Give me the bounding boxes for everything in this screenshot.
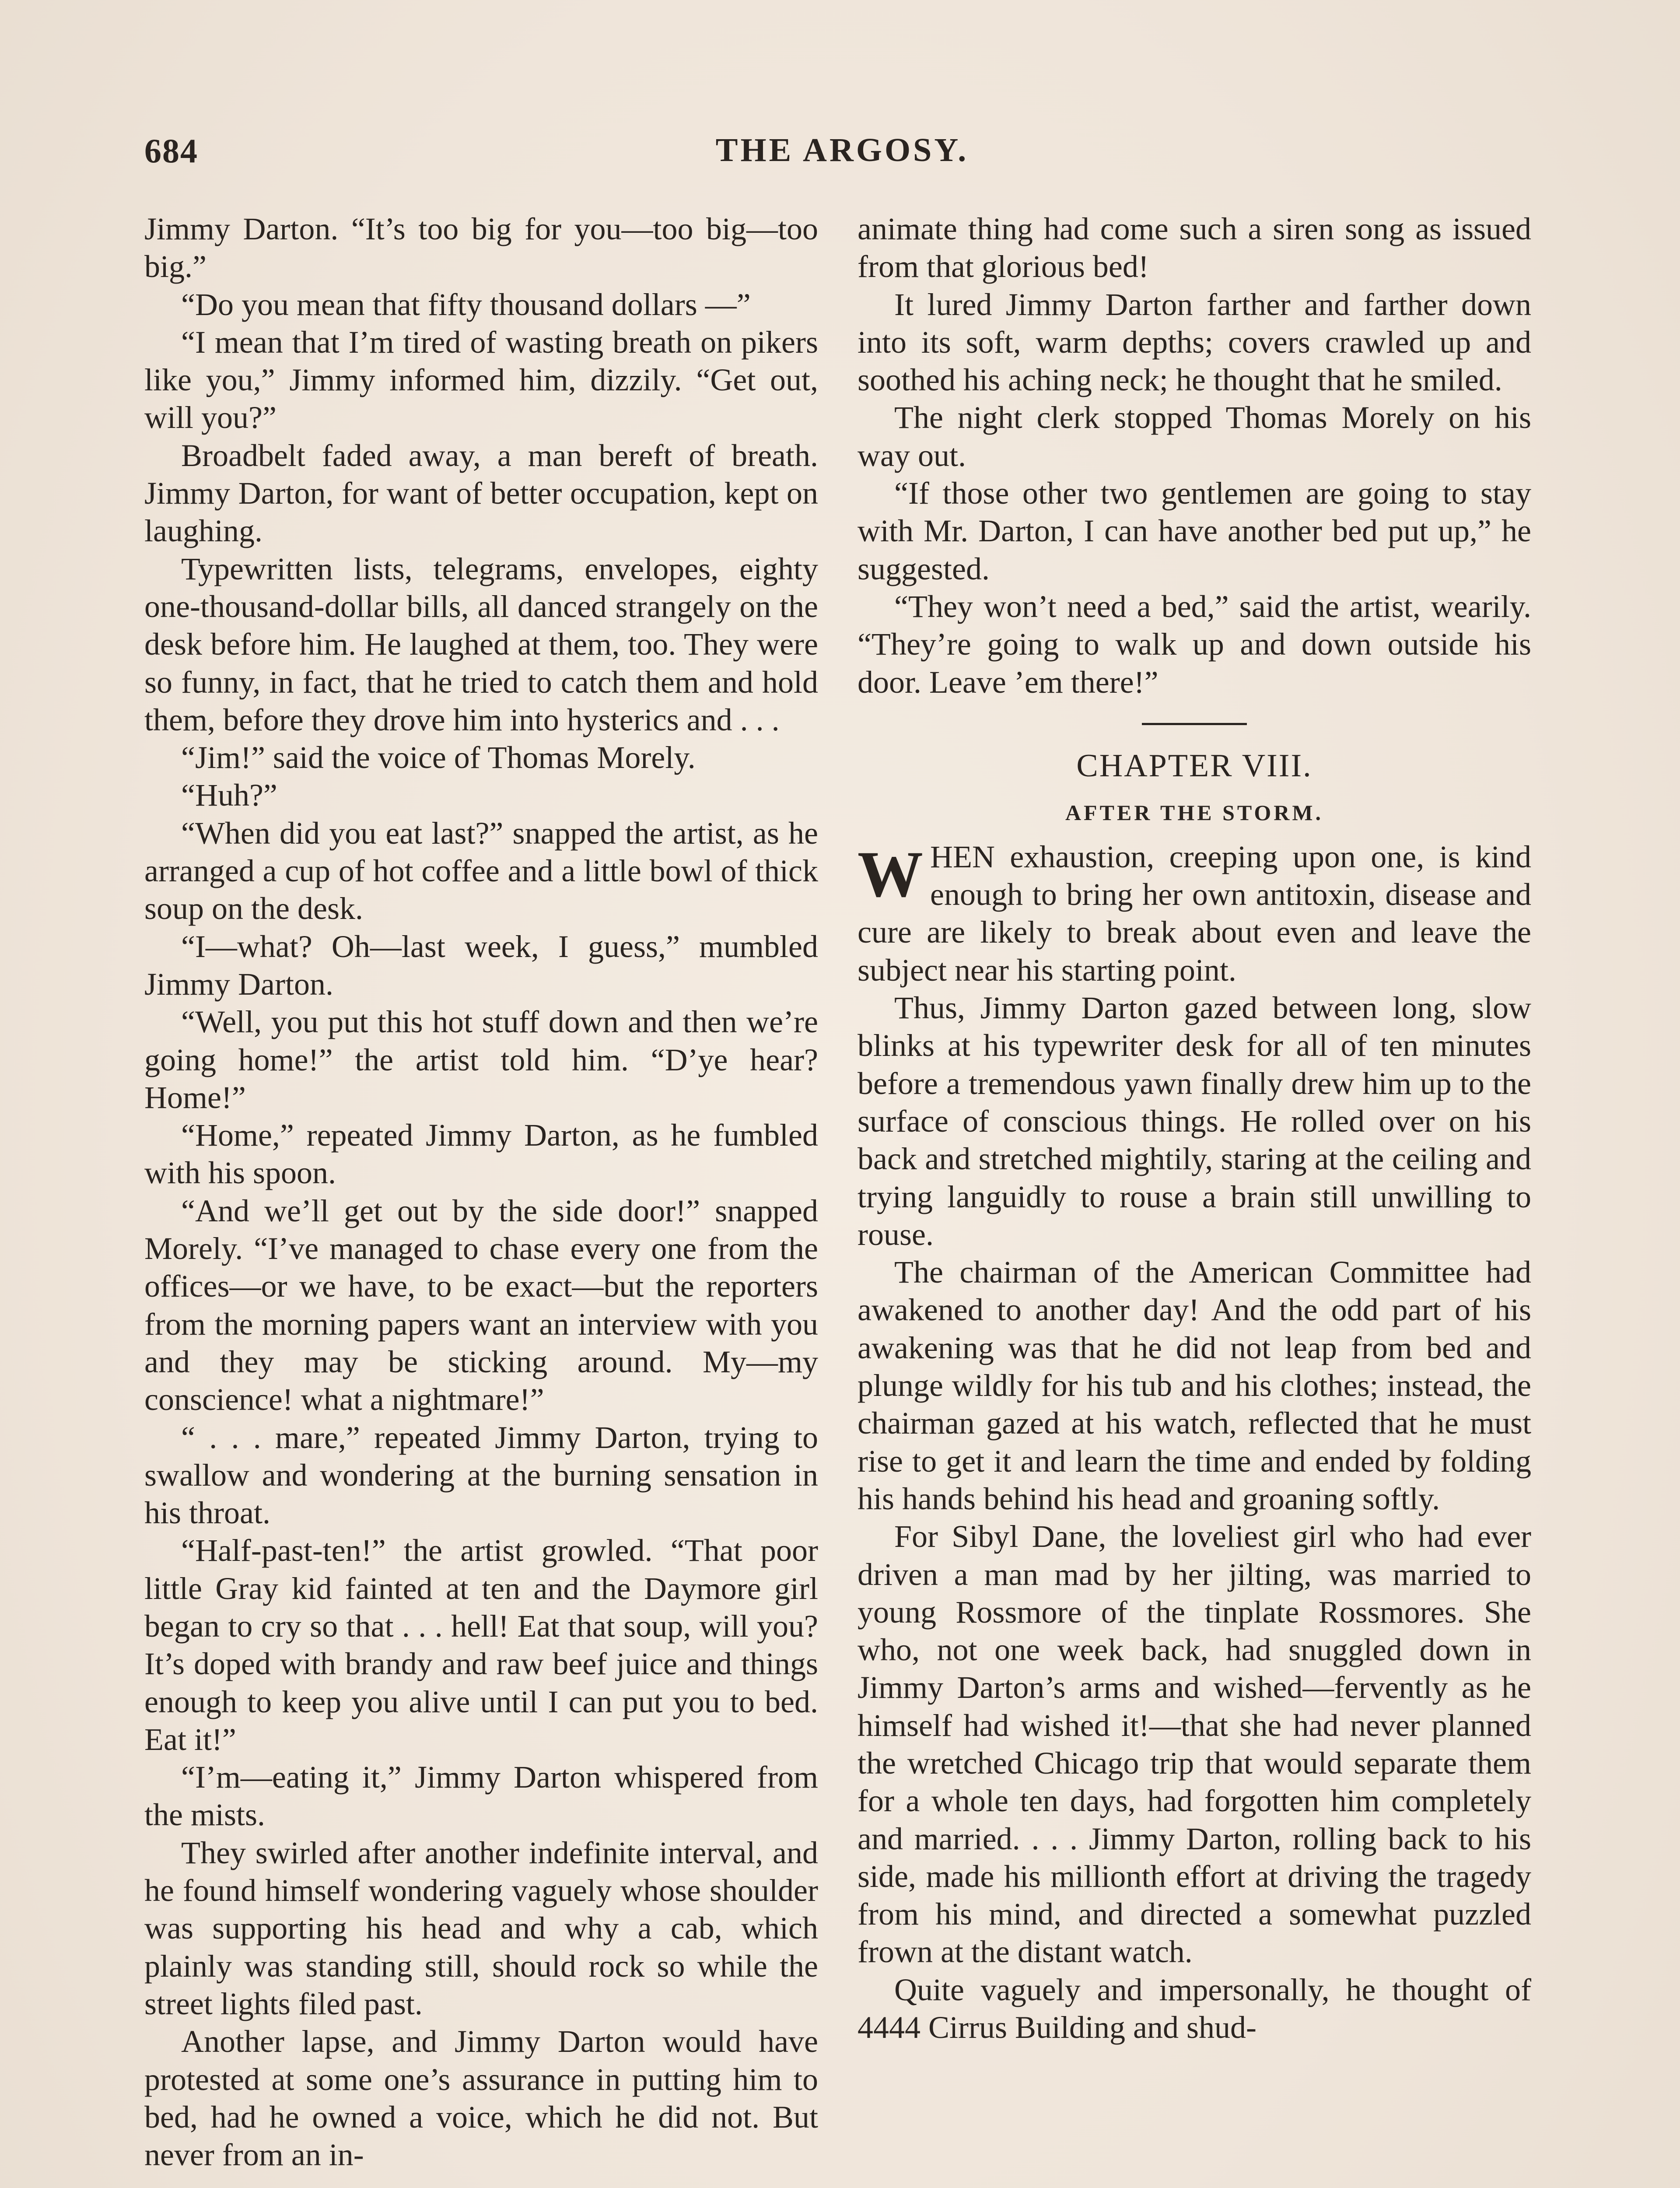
paragraph: “And we’ll get out by the side door!” snapped Morely. “I’ve managed to chase every one from the offices—or we have, to be exact—but the reporters from the morning papers want an interview with you and they may be sticking around. My—my conscience! what a nightmare!” (144, 1193, 818, 1417)
paragraph: animate thing had come such a siren song as issued from that glorious bed! (858, 211, 1531, 284)
opening-text: HEN exhaustion, creeping upon one, is kind enough to bring her own antitoxin, disease and cure are likely to break about even and leave the subject near his starting point. (858, 839, 1531, 988)
section-divider (1142, 723, 1247, 725)
paragraph: They swirled after another indefinite interval, and he found himself wondering vaguely whose shoulder was supporting his head and why a cab, which plainly was standing still, should rock so while the street lights filed past. (144, 1835, 818, 2021)
paragraph: “Jim!” said the voice of Thomas Morely. (181, 740, 696, 775)
paragraph: “They won’t need a bed,” said the artist, wearily. “They’re going to walk up and down outside his door. Leave ’em there!” (858, 589, 1531, 700)
drop-cap: W (858, 838, 923, 911)
right-column (858, 210, 1531, 2046)
page-number: 684 (144, 132, 198, 170)
paragraph: “If those other two gentlemen are going to stay with Mr. Darton, I can have another bed put up,” he suggested. (858, 476, 1531, 586)
paragraph: “When did you eat last?” snapped the artist, as he arranged a cup of hot coffee and a little bowl of thick soup on the desk. (144, 815, 818, 926)
paragraph: “Well, you put this hot stuff down and then we’re going home!” the artist told him. “D’ye hear? Home!” (144, 1004, 818, 1115)
paragraph: Thus, Jimmy Darton gazed between long, slow blinks at his typewriter desk for all of ten minutes before a tremendous yawn finally drew him up to the surface of conscious things. He rolled over on his back and stretched mightily, staring at the ceiling and trying languidly to rouse a brain still unwilling to rouse. (858, 990, 1531, 1252)
paragraph: It lured Jimmy Darton farther and farther down into its soft, warm depths; covers crawled up and soothed his aching neck; he thought that he smiled. (858, 287, 1531, 398)
paragraph: For Sibyl Dane, the loveliest girl who had ever driven a man mad by her jilting, was married to young Rossmore of the tinplate Rossmores. She who, not one week back, had snuggled down in Jimmy Darton’s arms and wished—fervently as he himself had wished it!—that she had never planned the wretched Chicago trip that would separate them for a whole ten days, had forgotten him completely and married. . . . Jimmy Darton, rolling back to his side, made his millionth effort at driving the tragedy from his mind, and directed a somewhat puzzled frown at the distant watch. (858, 1519, 1531, 1970)
paragraph: The chairman of the American Committee had awakened to another day! And the odd part of his awakening was that he did not leap from bed and plunge wildly for his tub and his clothes; instead, the chairman gazed at his watch, reflected that he must rise to get it and learn the time and ended by folding his hands behind his head and groaning softly. (858, 1255, 1531, 1516)
page-header (144, 131, 1540, 179)
running-title: THE ARGOSY. (715, 132, 969, 168)
paragraph: “Home,” repeated Jimmy Darton, as he fumbled with his spoon. (144, 1118, 818, 1191)
paragraph: Typewritten lists, telegrams, envelopes, eighty one-thousand-dollar bills, all danced strangely on the desk before him. He laughed at them, too. They were so funny, in fact, that he tried to catch them and hold them, before they drove him into hysterics and . . . (144, 551, 818, 737)
paragraph: “I’m—eating it,” Jimmy Darton whispered from the mists. (144, 1760, 818, 1833)
paragraph: “Half-past-ten!” the artist growled. “That poor little Gray kid fainted at ten and the Daymore girl began to cry so that . . . hell! Eat that soup, will you? It’s doped with brandy and raw beef juice and things enough to keep you alive until I can put you to bed. Eat it!” (144, 1533, 818, 1757)
paragraph: Jimmy Darton. “It’s too big for you—too big—too big.” (144, 211, 818, 284)
paragraph: Quite vaguely and impersonally, he thought of 4444 Cirrus Building and shud- (858, 1972, 1531, 2045)
paragraph: Another lapse, and Jimmy Darton would have protested at some one’s assurance in putting him to bed, had he owned a voice, which he did not. But never from an in- (144, 2024, 818, 2173)
paragraph: Broadbelt faded away, a man bereft of breath. Jimmy Darton, for want of better occupation, kept on laughing. (144, 438, 818, 549)
paragraph: “Huh?” (181, 778, 277, 813)
paragraph: “Do you mean that fifty thousand dollars —” (181, 287, 751, 322)
chapter-title: CHAPTER VIII. (1076, 747, 1312, 784)
chapter-subtitle: AFTER THE STORM. (1065, 800, 1324, 825)
paragraph: The night clerk stopped Thomas Morely on his way out. (858, 400, 1531, 473)
paragraph: “I—what? Oh—last week, I guess,” mumbled Jimmy Darton. (144, 929, 818, 1002)
chapter-opening-paragraph (858, 838, 1531, 989)
paragraph: “ . . . mare,” repeated Jimmy Darton, trying to swallow and wondering at the burning sensation in his throat. (144, 1420, 818, 1531)
paragraph: “I mean that I’m tired of wasting breath on pikers like you,” Jimmy informed him, dizzily. “Get out, will you?” (144, 324, 818, 435)
left-column (144, 210, 818, 2174)
